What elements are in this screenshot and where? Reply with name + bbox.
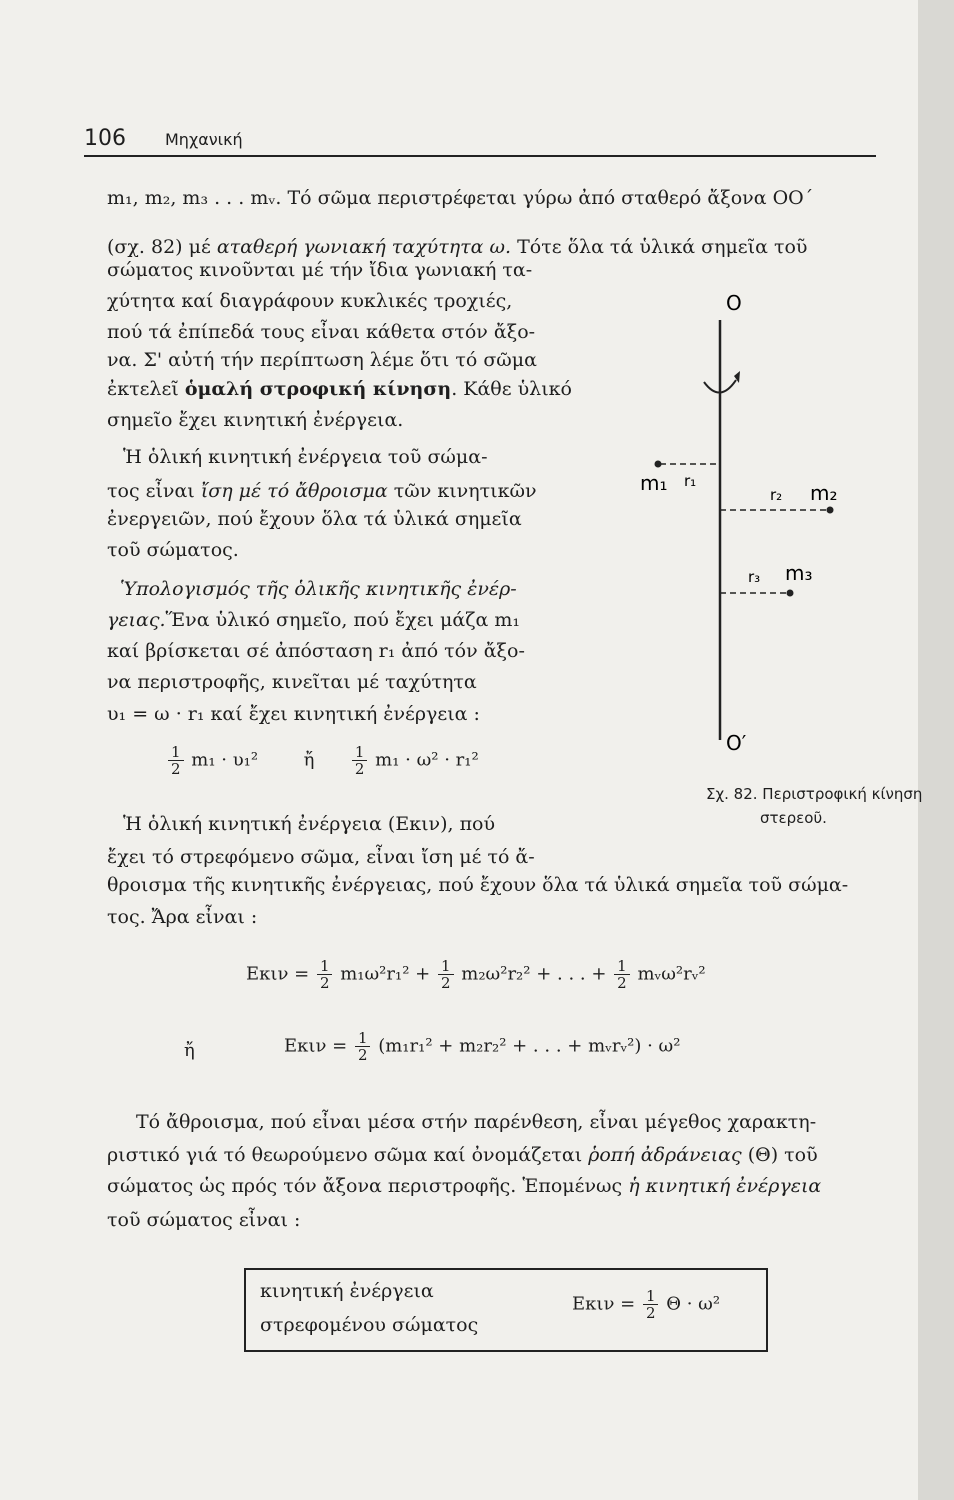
term-moment-of-inertia: ῥοπή ἀδράνειας bbox=[588, 1144, 742, 1166]
box-label-line2: στρεφομένου σώματος bbox=[260, 1314, 479, 1336]
text-line: να. Σ' αὐτή τήν περίπτωση λέμε ὅτι τό σῶμα bbox=[107, 349, 537, 371]
text-line: Ἡ ὁλική κινητική ἐνέργεια τοῦ σώμα- bbox=[123, 446, 488, 468]
header-rule bbox=[84, 155, 876, 157]
text-line: Τό ἄθροισμα, πού εἶναι μέσα στήν παρένθεση, εἶναι μέγεθος χαρακτη- bbox=[136, 1111, 817, 1133]
axis-label-bottom: O′ bbox=[726, 731, 747, 755]
text-line: χύτητα καί διαγράφουν κυκλικές τροχιές, bbox=[107, 290, 513, 312]
text-line: υ₁ = ω · r₁ καί ἔχει κινητική ἐνέργεια : bbox=[107, 703, 480, 725]
label-m1: m₁ bbox=[640, 471, 668, 495]
figure-caption-line2: στερεοῦ. bbox=[760, 809, 827, 827]
point-m1 bbox=[655, 461, 662, 468]
box-label-line1: κινητική ἐνέργεια bbox=[260, 1280, 434, 1302]
equation-total-energy: Eκιν = $\frac{1}{2}$ m₁ω²r₁² + $\frac{1}{2}$ m₂ω²r₂² + . . . + $\frac{1}{2}$ mᵥω²rᵥ² bbox=[246, 957, 706, 992]
text-line: πού τά ἐπίπεδά τους εἶναι κάθετα στόν ἄξο- bbox=[107, 321, 536, 343]
equation-or: ἤ bbox=[184, 1040, 195, 1061]
text-line: ἐκτελεῖ ὁμαλή στροφική κίνηση. Κάθε ὑλικό bbox=[107, 378, 572, 400]
label-m3: m₃ bbox=[785, 561, 813, 585]
text-line: τοῦ σώματος. bbox=[107, 539, 239, 561]
text-line: σώματος κινοῦνται μέ τήν ἴδια γωνιακή τα- bbox=[107, 259, 533, 281]
text-line: τος. Ἄρα εἶναι : bbox=[107, 906, 258, 928]
label-r1: r₁ bbox=[684, 472, 697, 490]
point-m2 bbox=[827, 507, 834, 514]
text-line: θροισμα τῆς κινητικῆς ἐνέργειας, πού ἔχουν ὅλα τά ὑλικά σημεῖα τοῦ σώμα- bbox=[107, 874, 849, 896]
text-line: γειας.Ἕνα ὑλικό σημεῖο, πού ἔχει μάζα m₁ bbox=[107, 609, 521, 631]
label-r2: r₂ bbox=[770, 486, 783, 504]
equation-point-energy: $\frac{1}{2}$ m₁ · υ₁² ἤ $\frac{1}{2}$ m₁ · ω² · r₁² bbox=[166, 744, 479, 777]
text-line: ριστικό γιά τό θεωρούμενο σῶμα καί ὀνομάζεται ῥοπή ἀδράνειας (Θ) τοῦ bbox=[107, 1144, 818, 1166]
boxed-formula bbox=[244, 1268, 768, 1352]
text-line: τος εἶναι ἴση μέ τό ἄθροισμα τῶν κινητικῶν bbox=[107, 480, 537, 502]
box-equation: Eκιν = $\frac{1}{2}$ Θ · ω² bbox=[572, 1287, 721, 1322]
text-line: (σχ. 82) μέ αταθερή γωνιακή ταχύτητα ω. Τότε ὅλα τά ὑλικά σημεῖα τοῦ bbox=[107, 236, 808, 258]
text-line: σώματος ὡς πρός τόν ἄξονα περιστροφῆς. Ἑπομένως ἡ κινητική ἐνέργεια bbox=[107, 1175, 822, 1197]
text-line: ἔχει τό στρεφόμενο σῶμα, εἶναι ἴση μέ τό ἄ- bbox=[107, 846, 535, 868]
text-line: καί βρίσκεται σέ ἀπόσταση r₁ ἀπό τόν ἄξο- bbox=[107, 640, 525, 662]
text-line: ἐνεργειῶν, πού ἔχουν ὅλα τά ὑλικά σημεῖα bbox=[107, 508, 522, 530]
rotation-figure bbox=[630, 280, 880, 760]
figure-caption-line1: Σχ. 82. Περιστροφική κίνηση bbox=[706, 785, 923, 803]
text-line: να περιστροφῆς, κινεῖται μέ ταχύτητα bbox=[107, 671, 477, 693]
text-line: σημεῖο ἔχει κινητική ἐνέργεια. bbox=[107, 409, 404, 431]
equation-factored-energy: Eκιν = $\frac{1}{2}$ (m₁r₁² + m₂r₂² + . . . + mᵥrᵥ²) · ω² bbox=[284, 1029, 681, 1064]
subsection-heading: Ὑπολογισμός τῆς ὁλικῆς κινητικῆς ἐνέρ- bbox=[120, 578, 517, 600]
emphasis-term: ὁμαλή στροφική κίνηση bbox=[184, 378, 452, 400]
text-line: m₁, m₂, m₃ . . . mᵥ. Τό σῶμα περιστρέφεται γύρω ἀπό σταθερό ἄξονα ΟΟ΄ bbox=[107, 187, 814, 209]
page-number: 106 bbox=[84, 126, 126, 151]
text-line: Ἡ ὁλική κινητική ἐνέργεια (Eκιν), πού bbox=[123, 813, 496, 835]
text-line: τοῦ σώματος εἶναι : bbox=[107, 1209, 301, 1231]
page-edge bbox=[918, 0, 954, 1500]
label-m2: m₂ bbox=[810, 481, 838, 505]
axis-label-top: O bbox=[726, 291, 742, 315]
point-m3 bbox=[787, 590, 794, 597]
running-head: Μηχανική bbox=[165, 130, 243, 149]
label-r3: r₃ bbox=[748, 568, 761, 586]
